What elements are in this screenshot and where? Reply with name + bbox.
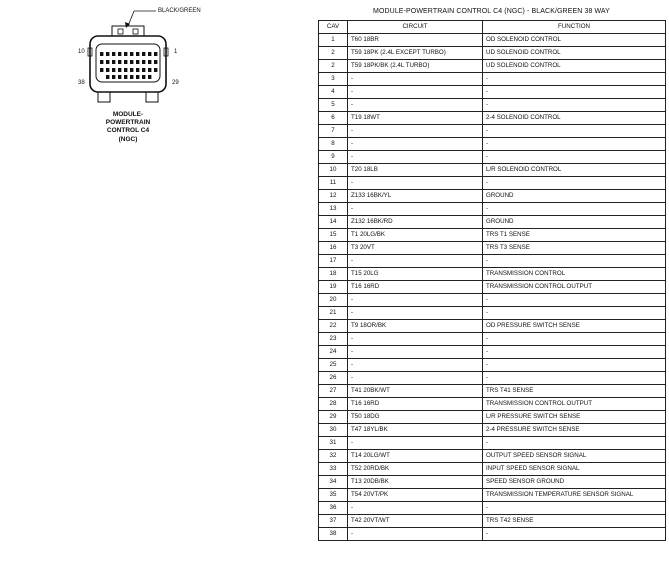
table-row [319, 437, 666, 450]
cav-cell: 4 [319, 86, 348, 99]
function-cell: TRANSMISSION CONTROL OUTPUT [483, 398, 666, 411]
circuit-cell: T14 20LG/WT [348, 450, 483, 463]
circuit-cell: T41 20BK/WT [348, 385, 483, 398]
circuit-cell: T54 20VT/PK [348, 489, 483, 502]
cav-cell: 2 [319, 47, 348, 60]
table-row [319, 281, 666, 294]
circuit-cell: T50 18DG [348, 411, 483, 424]
cav-cell: 9 [319, 151, 348, 164]
cav-cell: 10 [319, 164, 348, 177]
pin-label-bottom-right: 29 [172, 80, 179, 86]
circuit-cell: T3 20VT [348, 242, 483, 255]
circuit-cell: - [348, 372, 483, 385]
cav-cell: 21 [319, 307, 348, 320]
circuit-cell: - [348, 177, 483, 190]
cav-cell: 28 [319, 398, 348, 411]
cav-cell: 16 [319, 242, 348, 255]
table-row [319, 125, 666, 138]
connector-caption: MODULE- POWERTRAIN CONTROL C4 (NGC) [105, 111, 151, 143]
function-cell: - [483, 372, 666, 385]
table-row [319, 476, 666, 489]
cav-cell: 35 [319, 489, 348, 502]
cav-cell: 12 [319, 190, 348, 203]
function-cell: TRS T1 SENSE [483, 229, 666, 242]
function-cell: TRS T3 SENSE [483, 242, 666, 255]
function-cell: 2-4 SOLENOID CONTROL [483, 112, 666, 125]
table-body [319, 34, 666, 541]
table-row [319, 164, 666, 177]
cav-cell: 30 [319, 424, 348, 437]
table-row [319, 216, 666, 229]
function-cell: - [483, 528, 666, 541]
cav-cell: 13 [319, 203, 348, 216]
table-row [319, 47, 666, 60]
table-row [319, 229, 666, 242]
circuit-cell: T9 18OR/BK [348, 320, 483, 333]
cav-cell: 25 [319, 359, 348, 372]
function-cell: - [483, 73, 666, 86]
circuit-cell: - [348, 528, 483, 541]
circuit-cell: - [348, 203, 483, 216]
circuit-cell: - [348, 138, 483, 151]
table-row [319, 242, 666, 255]
table-row [319, 112, 666, 125]
function-cell: OUTPUT SPEED SENSOR SIGNAL [483, 450, 666, 463]
function-cell: TRANSMISSION TEMPERATURE SENSOR SIGNAL [483, 489, 666, 502]
connector-latch [112, 26, 144, 36]
function-cell: UD SOLENOID CONTROL [483, 60, 666, 73]
wire-color-label: BLACK/GREEN [158, 8, 201, 14]
function-cell: 2-4 PRESSURE SWITCH SENSE [483, 424, 666, 437]
cav-cell: 26 [319, 372, 348, 385]
function-cell: - [483, 346, 666, 359]
table-row [319, 268, 666, 281]
pin-cavities-row-4 [106, 75, 151, 79]
function-cell: - [483, 307, 666, 320]
table-row [319, 385, 666, 398]
circuit-cell: T59 18PK (2.4L EXCEPT TURBO) [348, 47, 483, 60]
table-row [319, 138, 666, 151]
table-row [319, 411, 666, 424]
pin-label-bottom-left: 38 [78, 80, 85, 86]
pinout-table [318, 20, 666, 541]
circuit-cell: T20 18LB [348, 164, 483, 177]
function-cell: - [483, 86, 666, 99]
table-row [319, 359, 666, 372]
function-cell: INPUT SPEED SENSOR SIGNAL [483, 463, 666, 476]
table-row [319, 255, 666, 268]
function-cell: - [483, 502, 666, 515]
circuit-cell: T16 16RD [348, 281, 483, 294]
table-row [319, 515, 666, 528]
table-row [319, 463, 666, 476]
circuit-cell: - [348, 359, 483, 372]
cav-cell: 38 [319, 528, 348, 541]
cav-cell: 2 [319, 60, 348, 73]
table-row [319, 190, 666, 203]
circuit-cell: T13 20DB/BK [348, 476, 483, 489]
pin-label-top-left: 10 [78, 49, 85, 55]
table-row [319, 151, 666, 164]
pin-cavities-row-2 [100, 60, 157, 64]
table-row [319, 307, 666, 320]
function-cell: L/R SOLENOID CONTROL [483, 164, 666, 177]
function-cell: TRS T41 SENSE [483, 385, 666, 398]
cav-cell: 31 [319, 437, 348, 450]
cav-cell: 37 [319, 515, 348, 528]
table-row [319, 489, 666, 502]
circuit-cell: T15 20LG [348, 268, 483, 281]
function-cell: - [483, 359, 666, 372]
cav-cell: 8 [319, 138, 348, 151]
circuit-cell: - [348, 294, 483, 307]
table-row [319, 346, 666, 359]
circuit-cell: Z132 16BK/RD [348, 216, 483, 229]
cav-cell: 5 [319, 99, 348, 112]
table-row [319, 294, 666, 307]
circuit-cell: T1 20LG/BK [348, 229, 483, 242]
cav-cell: 22 [319, 320, 348, 333]
function-cell: OD SOLENOID CONTROL [483, 34, 666, 47]
circuit-cell: - [348, 502, 483, 515]
cav-cell: 1 [319, 34, 348, 47]
pin-cavities-row-3 [100, 68, 157, 72]
connector-drawing [70, 0, 220, 110]
function-cell: TRANSMISSION CONTROL OUTPUT [483, 281, 666, 294]
cav-cell: 27 [319, 385, 348, 398]
table-row [319, 528, 666, 541]
function-cell: OD PRESSURE SWITCH SENSE [483, 320, 666, 333]
function-cell: L/R PRESSURE SWITCH SENSE [483, 411, 666, 424]
table-row [319, 424, 666, 437]
cav-cell: 20 [319, 294, 348, 307]
function-cell: GROUND [483, 216, 666, 229]
table-header-row [319, 21, 666, 34]
cav-cell: 32 [319, 450, 348, 463]
cav-cell: 3 [319, 73, 348, 86]
cav-cell: 33 [319, 463, 348, 476]
function-cell: TRANSMISSION CONTROL [483, 268, 666, 281]
cav-cell: 19 [319, 281, 348, 294]
circuit-cell: T42 20VT/WT [348, 515, 483, 528]
connector-foot-right [146, 92, 158, 102]
cav-cell: 17 [319, 255, 348, 268]
table-row [319, 203, 666, 216]
circuit-cell: Z133 16BK/YL [348, 190, 483, 203]
cav-cell: 15 [319, 229, 348, 242]
table-row [319, 86, 666, 99]
table-row [319, 34, 666, 47]
function-cell: GROUND [483, 190, 666, 203]
circuit-cell: - [348, 333, 483, 346]
table-row [319, 372, 666, 385]
circuit-cell: - [348, 255, 483, 268]
circuit-cell: - [348, 125, 483, 138]
pin-label-top-right: 1 [174, 49, 178, 55]
cav-cell: 24 [319, 346, 348, 359]
cav-cell: 14 [319, 216, 348, 229]
table-row [319, 333, 666, 346]
circuit-cell: - [348, 151, 483, 164]
function-cell: - [483, 294, 666, 307]
table-row [319, 320, 666, 333]
circuit-cell: T16 16RD [348, 398, 483, 411]
table-row [319, 398, 666, 411]
table-row [319, 99, 666, 112]
cav-cell: 11 [319, 177, 348, 190]
function-cell: - [483, 437, 666, 450]
circuit-cell: T52 20RD/BK [348, 463, 483, 476]
circuit-cell: T59 18PK/BK (2.4L TURBO) [348, 60, 483, 73]
function-cell: - [483, 255, 666, 268]
header-cav: CAV [319, 21, 348, 34]
cav-cell: 29 [319, 411, 348, 424]
table-row [319, 60, 666, 73]
circuit-cell: - [348, 346, 483, 359]
function-cell: - [483, 138, 666, 151]
circuit-cell: - [348, 86, 483, 99]
table-title: MODULE-POWERTRAIN CONTROL C4 (NGC) - BLACK/GREEN 38 WAY [373, 8, 610, 15]
connector-foot-left [98, 92, 110, 102]
circuit-cell: - [348, 73, 483, 86]
cav-cell: 7 [319, 125, 348, 138]
function-cell: - [483, 333, 666, 346]
cav-cell: 36 [319, 502, 348, 515]
cav-cell: 23 [319, 333, 348, 346]
function-cell: UD SOLENOID CONTROL [483, 47, 666, 60]
table-row [319, 73, 666, 86]
cav-cell: 34 [319, 476, 348, 489]
connector-diagram [70, 0, 220, 160]
circuit-cell: T47 18YL/BK [348, 424, 483, 437]
cav-cell: 6 [319, 112, 348, 125]
table-row [319, 502, 666, 515]
circuit-cell: - [348, 99, 483, 112]
pin-cavities-row-1 [100, 52, 157, 56]
function-cell: - [483, 177, 666, 190]
circuit-cell: - [348, 437, 483, 450]
function-cell: - [483, 151, 666, 164]
function-cell: SPEED SENSOR GROUND [483, 476, 666, 489]
header-circuit: CIRCUIT [348, 21, 483, 34]
circuit-cell: T19 18WT [348, 112, 483, 125]
table-row [319, 450, 666, 463]
function-cell: TRS T42 SENSE [483, 515, 666, 528]
cav-cell: 18 [319, 268, 348, 281]
circuit-cell: - [348, 307, 483, 320]
header-function: FUNCTION [483, 21, 666, 34]
table-row [319, 177, 666, 190]
function-cell: - [483, 125, 666, 138]
function-cell: - [483, 99, 666, 112]
circuit-cell: T60 18BR [348, 34, 483, 47]
function-cell: - [483, 203, 666, 216]
